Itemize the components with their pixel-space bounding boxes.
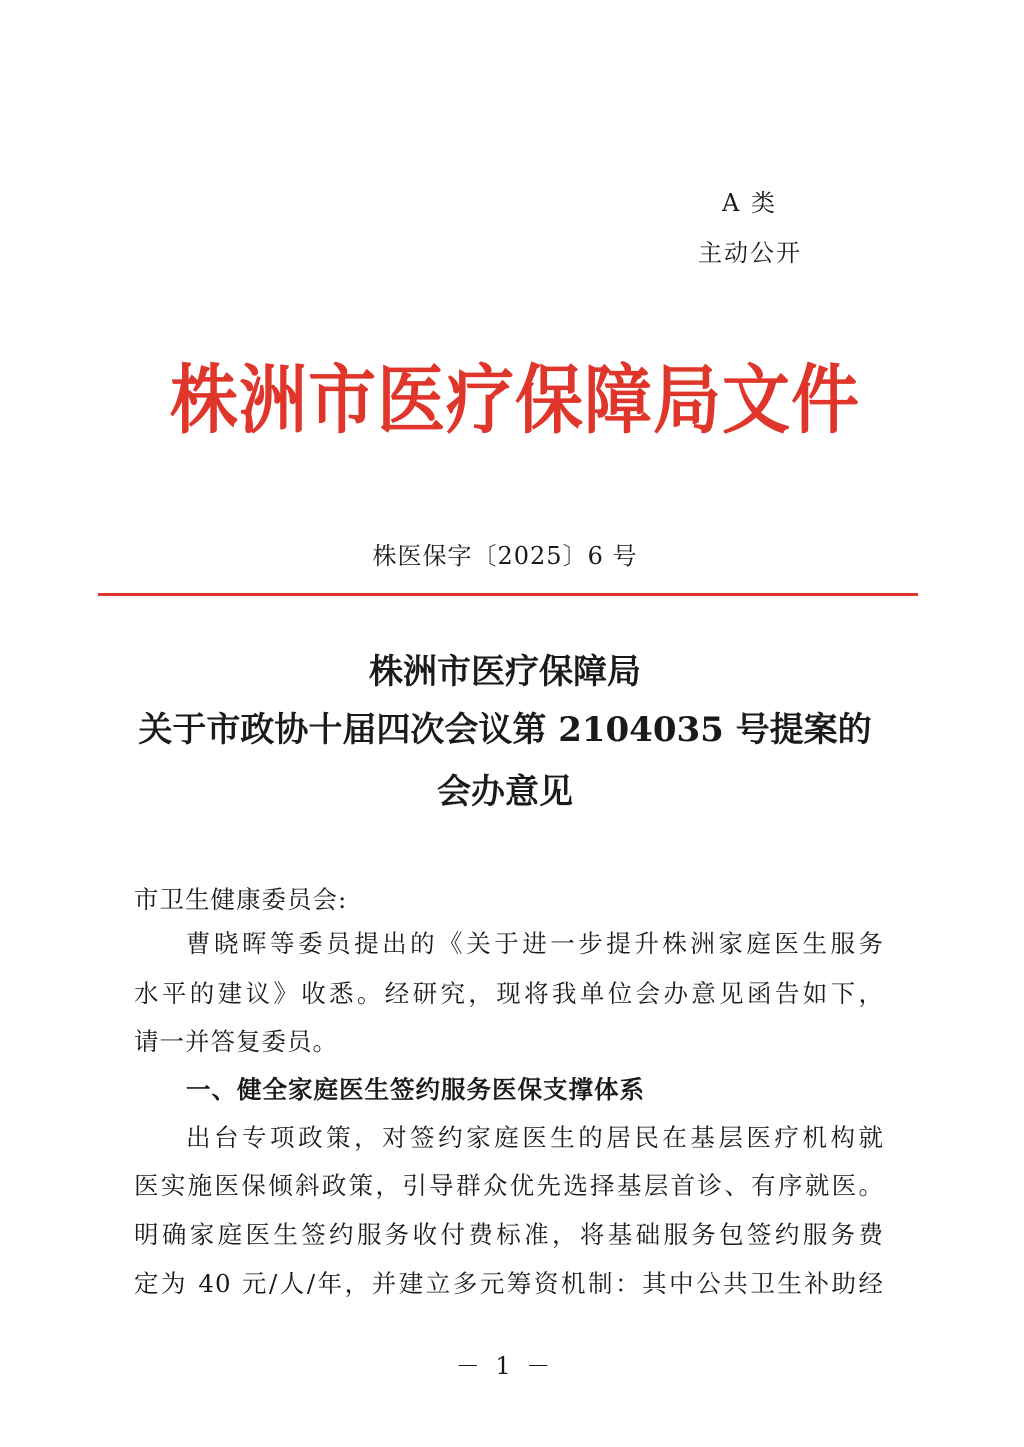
paragraph-1-line-3: 请一并答复委员。 xyxy=(134,1027,338,1056)
paragraph-1-line-1: 曹晓晖等委员提出的《关于进一步提升株洲家庭医生服务 xyxy=(186,929,884,958)
addressee: 市卫生健康委员会: xyxy=(134,885,348,914)
document-title-line-2: 关于市政协十届四次会议第 2104035 号提案的 xyxy=(138,710,872,750)
paragraph-1-line-2: 水平的建议》收悉。经研究，现将我单位会办意见函告如下， xyxy=(134,979,884,1008)
disclosure-label: 主动公开 xyxy=(698,239,802,267)
document-title-line-3: 会办意见 xyxy=(437,772,573,812)
paragraph-2-line-2: 医实施医保倾斜政策，引导群众优先选择基层首诊、有序就医。 xyxy=(134,1171,884,1200)
document-number: 株医保字〔2025〕6 号 xyxy=(372,542,638,570)
section-heading-1: 一、健全家庭医生签约服务医保支撑体系 xyxy=(186,1075,645,1104)
organization-header: 株洲市医疗保障局文件 xyxy=(170,358,861,445)
paragraph-2-line-4: 定为 40 元/人/年，并建立多元筹资机制：其中公共卫生补助经 xyxy=(134,1269,884,1298)
classification-label: A 类 xyxy=(722,189,777,217)
red-divider-line xyxy=(98,593,918,596)
page-number: － 1 － xyxy=(455,1352,555,1380)
paragraph-2-line-3: 明确家庭医生签约服务收付费标准，将基础服务包签约服务费 xyxy=(134,1220,884,1249)
document-title-line-1: 株洲市医疗保障局 xyxy=(369,652,641,692)
paragraph-2-line-1: 出台专项政策，对签约家庭医生的居民在基层医疗机构就 xyxy=(186,1123,884,1152)
